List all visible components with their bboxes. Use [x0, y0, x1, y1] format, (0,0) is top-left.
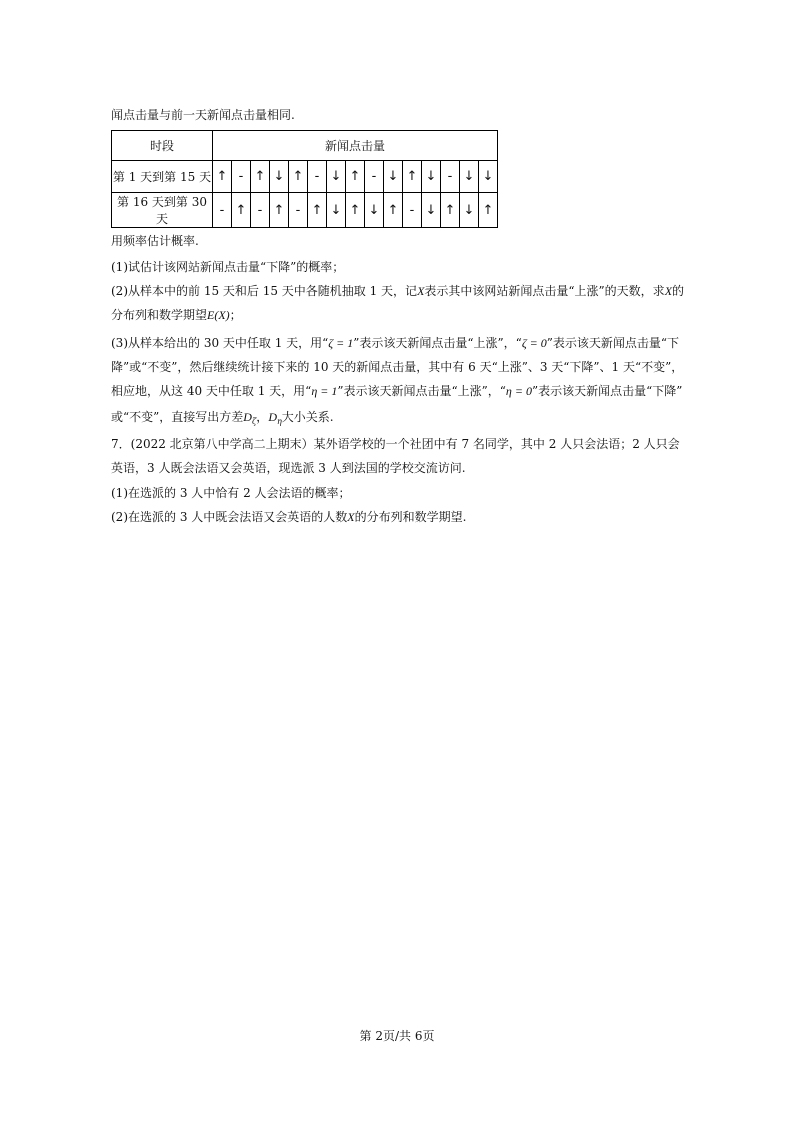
trend-cell: ↑: [232, 193, 251, 228]
q2-text-b: 表示其中该网站新闻点击量“上涨”的天数，求: [424, 284, 665, 298]
q3-separator: ，: [256, 410, 269, 424]
q2-text-d: 分布列和数学期望: [111, 308, 208, 322]
trend-cell: ↓: [365, 193, 384, 228]
trend-cell: ↑: [346, 161, 365, 193]
question-3-line-1: [111, 335, 696, 351]
variance-d-eta: D: [268, 410, 277, 424]
zeta-equals-1: ζ = 1: [328, 336, 354, 350]
q3-text-h: 大小关系.: [281, 410, 334, 424]
table-header-row: [112, 131, 498, 161]
q3-text-a: (3)从样本给出的 30 天中任取 1 天，用“: [111, 336, 329, 350]
trend-cell: ↓: [479, 161, 498, 193]
trend-cell: ↓: [422, 193, 441, 228]
trend-cell: -: [213, 193, 232, 228]
q3-text-c: ”表示该天新闻点击量“下: [546, 336, 680, 350]
zeta-equals-0: ζ = 0: [521, 336, 547, 350]
problem-7-line-2: 英语，3 人既会法语又会英语，现选派 3 人到法国的学校交流访问.: [111, 461, 466, 475]
trend-cell: ↓: [460, 193, 479, 228]
trend-cell: -: [232, 161, 251, 193]
trend-cell: ↑: [213, 161, 232, 193]
var-x: X: [347, 510, 355, 524]
page-footer: 第 2页/共 6页: [359, 1029, 435, 1043]
problem-7-line-1: 7．(2022 北京第八中学高二上期末）某外语学校的一个社团中有 7 名同学，其中 2 人只会法语；2 人只会: [111, 437, 680, 451]
question-3-line-4: [111, 409, 696, 430]
p7-q2-text-b: 的分布列和数学期望.: [354, 510, 467, 524]
eta-equals-0: η = 0: [505, 384, 532, 398]
table-row: [112, 161, 498, 193]
q3-text-d: 相应地，从这 40 天中任取 1 天，用“: [111, 384, 312, 398]
question-1: (1)试估计该网站新闻点击量“下降”的概率；: [111, 260, 345, 274]
q3-text-e: ”表示该天新闻点击量“上涨”，“: [337, 384, 506, 398]
variance-d-zeta: D: [243, 410, 252, 424]
zeta-subscript: ζ: [251, 417, 257, 426]
trend-cell: -: [308, 161, 327, 193]
trend-cell: ↑: [270, 193, 289, 228]
trend-cell: ↓: [327, 161, 346, 193]
q2-text-e: ；: [229, 308, 242, 322]
intro-line: 闻点击量与前一天新闻点击量相同.: [111, 108, 295, 122]
q3-text-f: ”表示该天新闻点击量“下降”: [531, 384, 683, 398]
trend-cell: ↓: [384, 161, 403, 193]
question-2-line-2: [111, 307, 696, 323]
header-period: 时段: [112, 131, 213, 161]
row-label: 第 1 天到第 15 天: [112, 161, 213, 193]
header-clicks: 新闻点击量: [213, 131, 498, 161]
eta-subscript: η: [276, 417, 282, 426]
trend-cell: -: [289, 193, 308, 228]
question-3-line-3: [111, 383, 696, 399]
trend-cell: ↑: [289, 161, 308, 193]
p7-q2-text-a: (2)在选派的 3 人中既会法语又会英语的人数: [111, 510, 348, 524]
trend-cell: -: [251, 193, 270, 228]
eta-equals-1: η = 1: [311, 384, 338, 398]
problem-7-question-2: [111, 509, 696, 525]
trend-cell: ↑: [479, 193, 498, 228]
trend-cell: ↓: [327, 193, 346, 228]
question-3-line-2: 降”或“不变”，然后继续统计接下来的 10 天的新闻点击量，其中有 6 天“上涨”、3 天“下降”、1 天“不变”，: [111, 360, 684, 374]
table-row: [112, 193, 498, 228]
news-clicks-table: [111, 130, 498, 228]
q2-text-a: (2)从样本中的前 15 天和后 15 天中各随机抽取 1 天，记: [111, 284, 418, 298]
question-2-line-1: [111, 283, 696, 299]
q3-text-g: 或“不变”，直接写出方差: [111, 410, 244, 424]
trend-cell: ↑: [441, 193, 460, 228]
trend-cell: ↑: [346, 193, 365, 228]
trend-cell: ↑: [403, 161, 422, 193]
trend-cell: ↓: [270, 161, 289, 193]
trend-cell: -: [403, 193, 422, 228]
var-x: X: [664, 284, 673, 298]
trend-cell: ↑: [384, 193, 403, 228]
after-table-note: 用频率估计概率.: [111, 234, 199, 248]
q3-text-b: ”表示该天新闻点击量“上涨”，“: [353, 336, 522, 350]
trend-cell: ↓: [460, 161, 479, 193]
trend-cell: ↑: [308, 193, 327, 228]
trend-cell: -: [365, 161, 384, 193]
trend-cell: ↓: [422, 161, 441, 193]
trend-cell: -: [441, 161, 460, 193]
expectation-ex: E(X): [207, 308, 230, 322]
var-x: X: [417, 284, 425, 298]
problem-7-question-1: (1)在选派的 3 人中恰有 2 人会法语的概率；: [111, 486, 351, 500]
trend-cell: ↑: [251, 161, 270, 193]
row-label: 第 16 天到第 30 天: [112, 193, 213, 228]
q2-text-c: 的: [672, 284, 685, 298]
